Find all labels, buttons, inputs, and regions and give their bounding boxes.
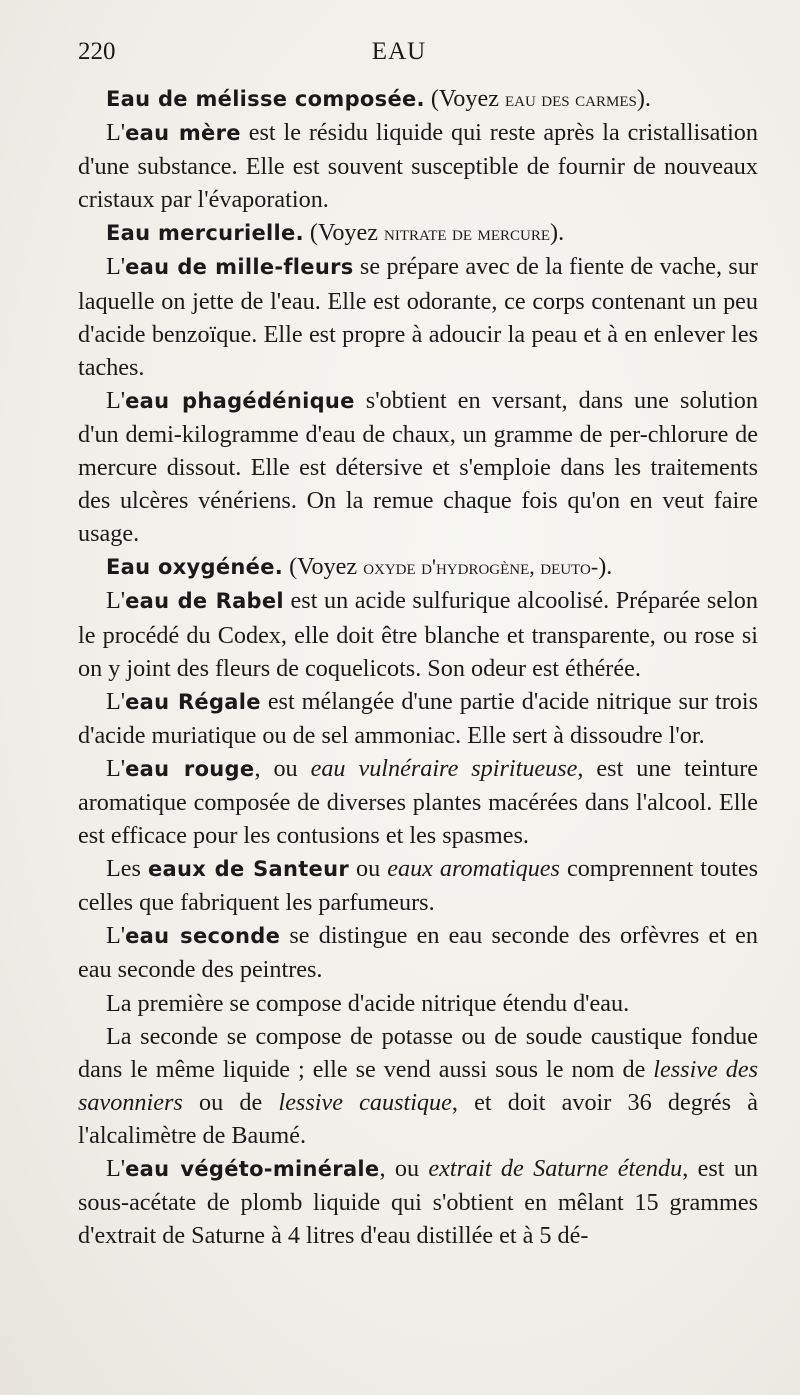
entry-text: est mélangée d'une partie d'acide nitrique sur trois d'acide muriatique ou de sel ammoniac. Elle sert à dissoudre l'or. [78,687,759,749]
entry-headword: Eau mercurielle. [106,221,304,246]
entry-text: se prépare avec de la fiente de vache, sur laquelle on jette de l'eau. Elle est odorante, ce corps contenant un peu d'acide benzoïque. Elle est propre à adoucir la peau et à en enlever les taches. [78,253,758,381]
entry-paragraph [78,919,758,986]
entry-text: se distingue en eau seconde des orfèvres et en eau seconde des peintres. [78,922,758,984]
entry-headword: eau de Rabel [125,589,284,614]
italic-term: lessive caustique [278,1088,452,1116]
entry-text: s'obtient en versant, dans une solution d'un demi-kilogramme d'eau de chaux, un gramme de per-chlorure de mercure dissout. Elle est détersive et s'emploie dans les traitements des ulcères vénériens. On la remue chaque fois qu'on en veut faire usage. [78,386,758,548]
entry-text: L' [106,253,126,281]
entry-headword: eau végéto-minérale [125,1157,380,1181]
entry-text: , est un sous-acétate de plomb liquide qui s'obtient en mêlant 15 grammes d'extrait de Saturne à 4 litres d'eau distillée et à 5 dé- [78,1155,759,1250]
cross-reference: nitrate de mercure [384,220,551,246]
entry-text: , et doit avoir 36 degrés à l'alcalimètre de Baumé. [78,1088,758,1149]
entry-text: L' [106,386,126,414]
entry-headword: eau phagédénique [125,388,355,413]
entry-paragraph [78,685,758,752]
italic-term: eau vulnéraire spiritueuse [310,754,578,782]
entry-paragraph [78,384,758,550]
entry-headword: eau de mille-fleurs [125,255,354,280]
entry-headword: eau seconde [125,924,281,949]
entry-text: La première se compose d'acide nitrique étendu d'eau. [106,989,630,1017]
entry-text: est le résidu liquide qui reste après la cristallisation d'une substance. Elle est souvent susceptible de fournir de nouveaux cristaux par l'évaporation. [78,119,758,214]
entry-text: L' [106,587,126,615]
entry-text: , ou [254,754,311,782]
entry-paragraph [78,584,758,684]
entry-paragraph [78,250,758,383]
page-header [78,38,760,68]
entry-text: ). [636,85,651,112]
entry-headword: eaux de Santeur [147,857,350,882]
entry-paragraph [78,1020,758,1152]
cross-reference: eau des carmes [504,86,637,111]
entry-paragraph [78,216,758,250]
entry-text: La seconde se compose de potasse ou de soude caustique fondue dans le même liquide ; elle se vend aussi sous le nom de [78,1022,758,1083]
entry-text: L' [106,754,126,782]
entry-text: L' [106,119,126,147]
entry-text: L' [106,1155,126,1182]
entry-headword: Eau oxygénée. [106,555,284,580]
entry-paragraph [78,1152,758,1252]
italic-term: extrait de Saturne étendu [428,1155,683,1182]
entry-text: comprennent toutes celles que fabriquent les parfumeurs. [78,855,759,917]
italic-term: lessive des savonniers [78,1055,758,1116]
entry-text: L' [106,922,126,950]
entry-text: , ou [379,1155,429,1182]
entry-text: L' [106,687,126,715]
entry-text: ). [550,219,565,247]
entry-paragraph [78,550,758,584]
entry-text: , est une teinture aromatique composée de diverses plantes macérées dans l'alcool. Elle est efficace pour les contusions et les spasmes. [78,754,758,850]
entry-text: ou de [182,1088,279,1116]
running-head: EAU [371,38,427,65]
page-number: 220 [78,38,116,65]
entry-text: Les [106,855,148,883]
entry-headword: eau Régale [125,689,261,714]
entry-headword: eau mère [125,121,241,146]
entry-paragraph [78,752,758,852]
page-body-text [78,82,758,1252]
italic-term: eaux aromatiques [387,855,560,883]
entry-text: ou [349,855,388,883]
entry-text: (Voyez [424,85,505,112]
entry-paragraph [78,987,758,1020]
entry-headword: eau rouge [125,756,255,781]
entry-paragraph [78,82,758,116]
entry-paragraph [78,116,758,216]
entry-text: ). [598,553,613,581]
entry-text: est un acide sulfurique alcoolisé. Préparée selon le procédé du Codex, elle doit être blanche et transparente, ou rose si on y joint des fleurs de coquelicots. Son odeur est éthérée. [78,587,758,682]
entry-text: (Voyez [303,219,385,247]
entry-text: (Voyez [283,553,364,581]
cross-reference: oxyde d'hydrogène, deuto- [363,554,599,580]
entry-paragraph [78,852,758,919]
entry-headword: Eau de mélisse composée. [106,87,425,111]
